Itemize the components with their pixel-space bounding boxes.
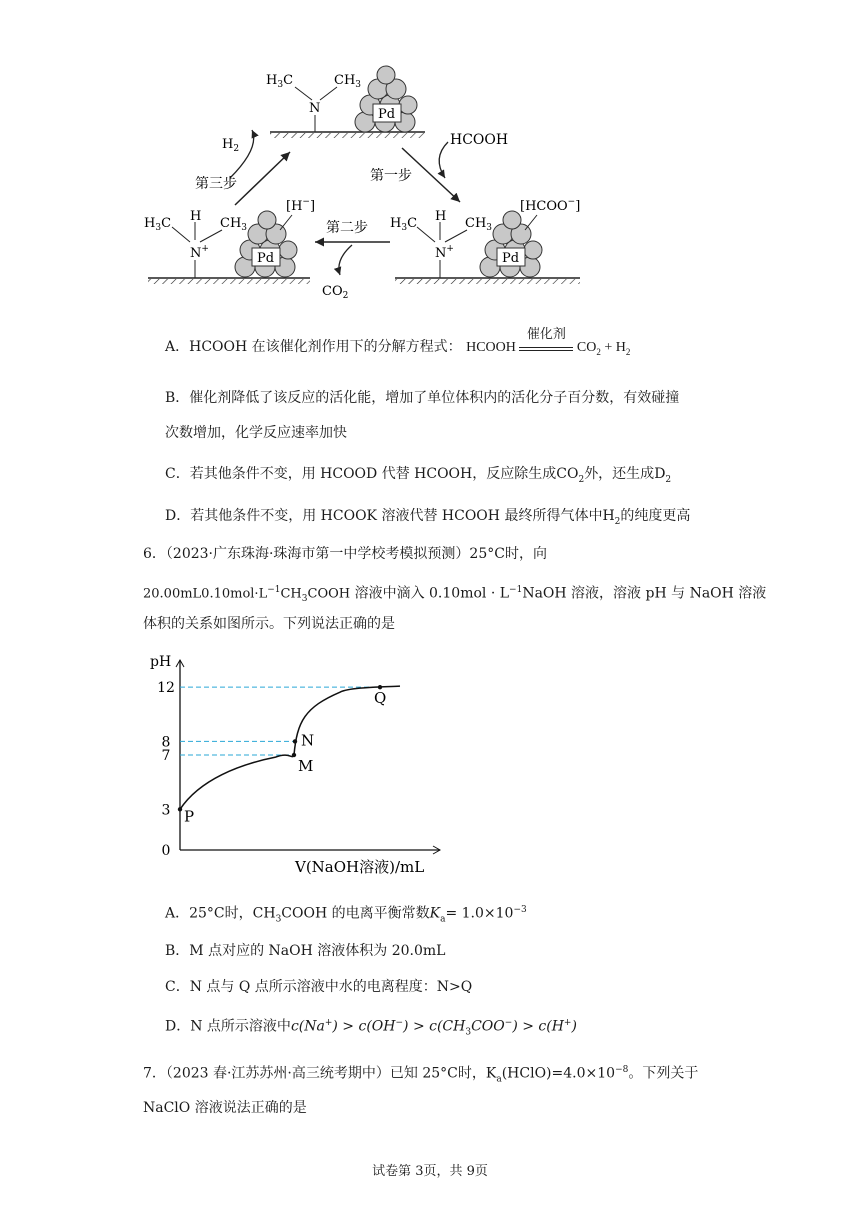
y-tick-3: 3	[161, 802, 171, 819]
right-surface	[395, 278, 580, 284]
right-h3c-label: $H_3C$	[390, 216, 418, 233]
step1-label: 第一步	[370, 168, 412, 184]
y-tick-8: 8	[161, 734, 171, 751]
q6-stem-line1: 6．（2023·广东珠海·珠海市第一中学校考模拟预测）25°C时，向	[143, 546, 547, 562]
q7-stem-line2: NaClO 溶液说法正确的是	[143, 1100, 307, 1116]
co2-label: $CO_2$	[322, 284, 349, 301]
h2-release-arrow	[230, 130, 254, 178]
hydride-label: [H−]	[286, 197, 316, 214]
point-label-Q: Q	[374, 689, 387, 708]
left-pd-label: Pd	[257, 251, 275, 266]
step3-label: 第三步	[195, 176, 237, 192]
q6-option-c: C．N 点与 Q 点所示溶液中水的电离程度：N>Q	[165, 979, 473, 995]
q6-stem-line3: 体积的关系如图所示。下列说法正确的是	[143, 616, 395, 632]
left-h-label: H	[190, 209, 202, 224]
right-ch3-label: $CH_3$	[465, 216, 493, 233]
right-n-label: N+	[435, 244, 454, 261]
chart-guide-lines	[180, 687, 380, 755]
q5-option-d: D．若其他条件不变，用 HCOOK 溶液代替 HCOOH 最终所得气体中$H_2$的纯度更高	[165, 508, 691, 527]
chart-xlabel: V(NaOH溶液)/mL	[295, 858, 425, 876]
right-pd-label: Pd	[502, 251, 520, 266]
left-n-label: N+	[190, 244, 209, 261]
step2-label: 第二步	[326, 220, 368, 236]
hcooh-label: HCOOH	[450, 132, 509, 148]
q5-option-a-equation: HCOOH 催化剂 $CO_2 + H_2$	[466, 326, 631, 357]
point-N	[293, 739, 297, 743]
point-M	[292, 753, 296, 757]
formate-label: [HCOO−]	[520, 197, 581, 214]
left-h3c-label: $H_3C$	[144, 216, 172, 233]
chart-y-ticks	[157, 680, 175, 859]
q6-option-a: A．25°C时，$CH_3COOH$ 的电离平衡常数$K_a= 1.0\times 10^{-3}$	[165, 905, 527, 925]
q6-option-b: B．M 点对应的 NaOH 溶液体积为 20.0mL	[165, 943, 446, 959]
y-tick-12: 12	[157, 680, 175, 697]
y-tick-0: 0	[161, 843, 171, 859]
right-formate-bond	[525, 215, 537, 230]
top-surface	[270, 132, 425, 138]
h2-label: $H_2$	[222, 137, 240, 154]
q5-option-c: C．若其他条件不变，用 HCOOD 代替 HCOOH，反应除生成$CO_2$外，还生成$D_2$	[165, 466, 672, 485]
chart-ylabel: pH	[150, 654, 172, 670]
titration-curve	[180, 686, 400, 809]
left-h-bond	[280, 215, 292, 230]
hcooh-input-arrow	[439, 142, 448, 178]
top-ch3-label: $CH_3$	[334, 73, 362, 90]
q6-stem-line2: $20.00mL0.10mol\cdot L^{-1}CH_3COOH$ 溶液中滴入 $0.10mol \cdot L^{-1}NaOH$ 溶液，溶液 pH 与 NaOH 溶液	[143, 585, 767, 604]
step3-arrow	[235, 152, 290, 205]
point-label-P: P	[184, 807, 195, 826]
q5-option-a-text: A．HCOOH 在该催化剂作用下的分解方程式：	[165, 339, 462, 355]
top-pd-label: Pd	[378, 107, 396, 122]
right-h-label: H	[435, 209, 447, 224]
top-h3c-label: $H_3C$	[266, 73, 294, 90]
point-P	[178, 807, 182, 811]
page-footer: 试卷第 3页，共 9页	[372, 1164, 488, 1179]
ph-titration-chart	[150, 640, 450, 880]
point-label-M: M	[298, 757, 314, 775]
point-label-N: N	[301, 731, 315, 750]
left-ch3-label: $CH_3$	[220, 216, 248, 233]
y-tick-7: 7	[161, 748, 171, 764]
q7-stem-line1: 7．（2023 春·江苏苏州·高三统考期中）已知 25°C时，$K_a(HClO)=4.0\times 10^{-8}$。下列关于	[143, 1065, 699, 1085]
left-surface	[148, 278, 310, 284]
q6-option-d: D．N 点所示溶液中$c(Na^+) > c(OH^-) > c(CH_3COO^-) > c(H^+)$	[165, 1018, 577, 1038]
catalyst-label: 催化剂	[526, 326, 566, 341]
q5-option-b-line1: B．催化剂降低了该反应的活化能，增加了单位体积内的活化分子百分数，有效碰撞	[165, 390, 680, 406]
top-n-label: N	[309, 101, 321, 116]
q5-option-b-line2: 次数增加，化学反应速率加快	[165, 425, 347, 441]
catalysis-cycle-diagram	[140, 60, 740, 315]
q5-option-a	[165, 326, 631, 362]
co2-release-arrow	[339, 245, 352, 275]
